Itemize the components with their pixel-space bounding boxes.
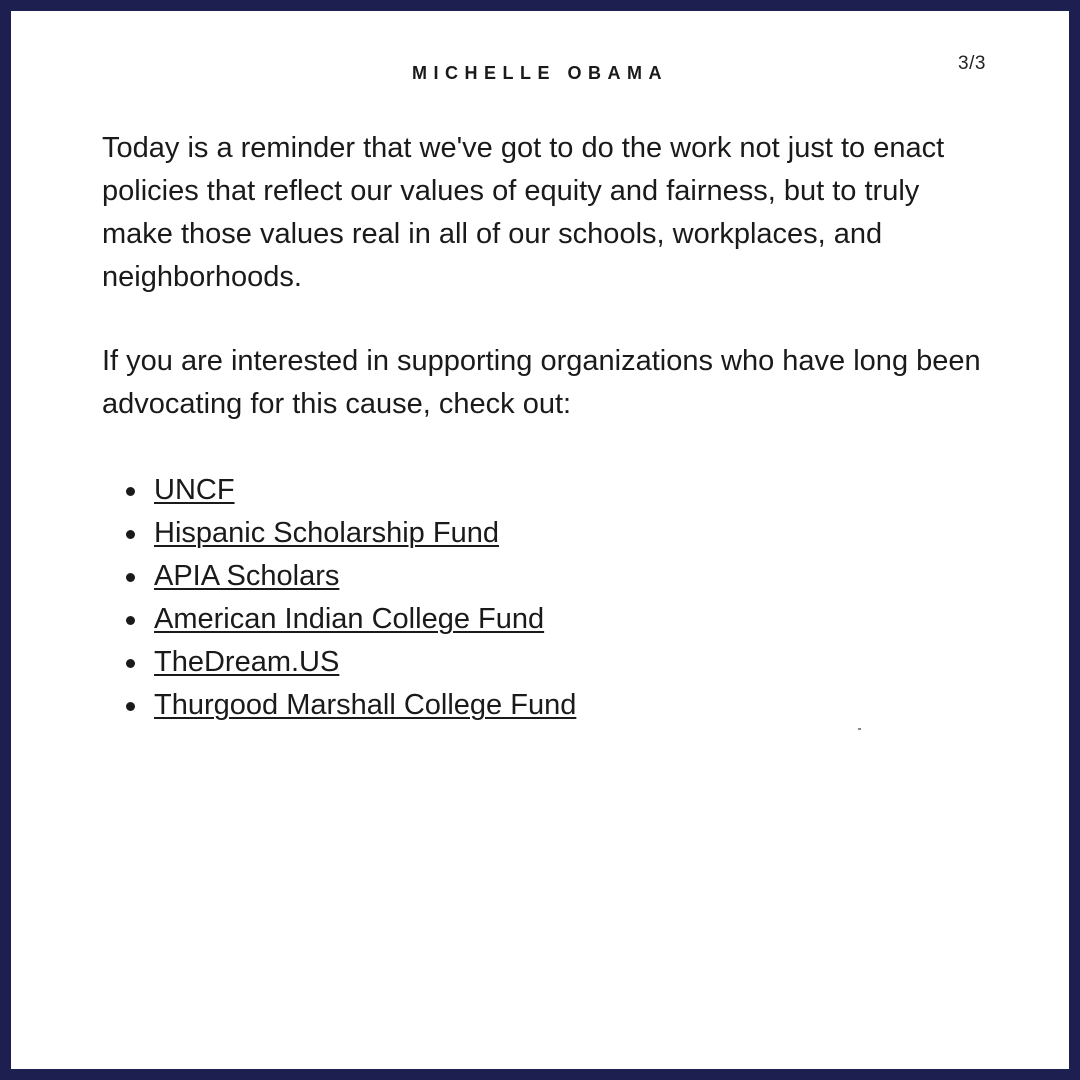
link-thurgood-marshall-college-fund[interactable]: Thurgood Marshall College Fund [154, 689, 577, 721]
bullet-icon [126, 487, 135, 496]
list-item [102, 598, 576, 641]
author-name: MICHELLE OBAMA [412, 63, 668, 83]
call-to-action-paragraph: If you are interested in supporting organizations who have long been advocating for this cause, check out: [102, 345, 981, 420]
list-item [102, 512, 576, 555]
link-hispanic-scholarship-fund[interactable]: Hispanic Scholarship Fund [154, 517, 499, 549]
decorative-speck [858, 728, 861, 730]
link-thedream-us[interactable]: TheDream.US [154, 646, 340, 678]
bullet-icon [126, 702, 135, 711]
list-item [102, 469, 576, 512]
list-item [102, 641, 576, 684]
intro-paragraph: Today is a reminder that we've got to do the work not just to enact policies that reflect our values of equity and fairness, but to truly make those values real in all of our schools, workplaces, and neighborhoods. [102, 132, 945, 293]
page-counter: 3/3 [958, 53, 986, 74]
list-item [102, 684, 576, 727]
bullet-icon [126, 573, 135, 582]
list-item [102, 555, 576, 598]
bullet-icon [126, 530, 135, 539]
link-american-indian-college-fund[interactable]: American Indian College Fund [154, 603, 545, 635]
link-uncf[interactable]: UNCF [154, 474, 235, 506]
link-apia-scholars[interactable]: APIA Scholars [154, 560, 340, 592]
organization-list [102, 469, 576, 727]
bullet-icon [126, 659, 135, 668]
bullet-icon [126, 616, 135, 625]
